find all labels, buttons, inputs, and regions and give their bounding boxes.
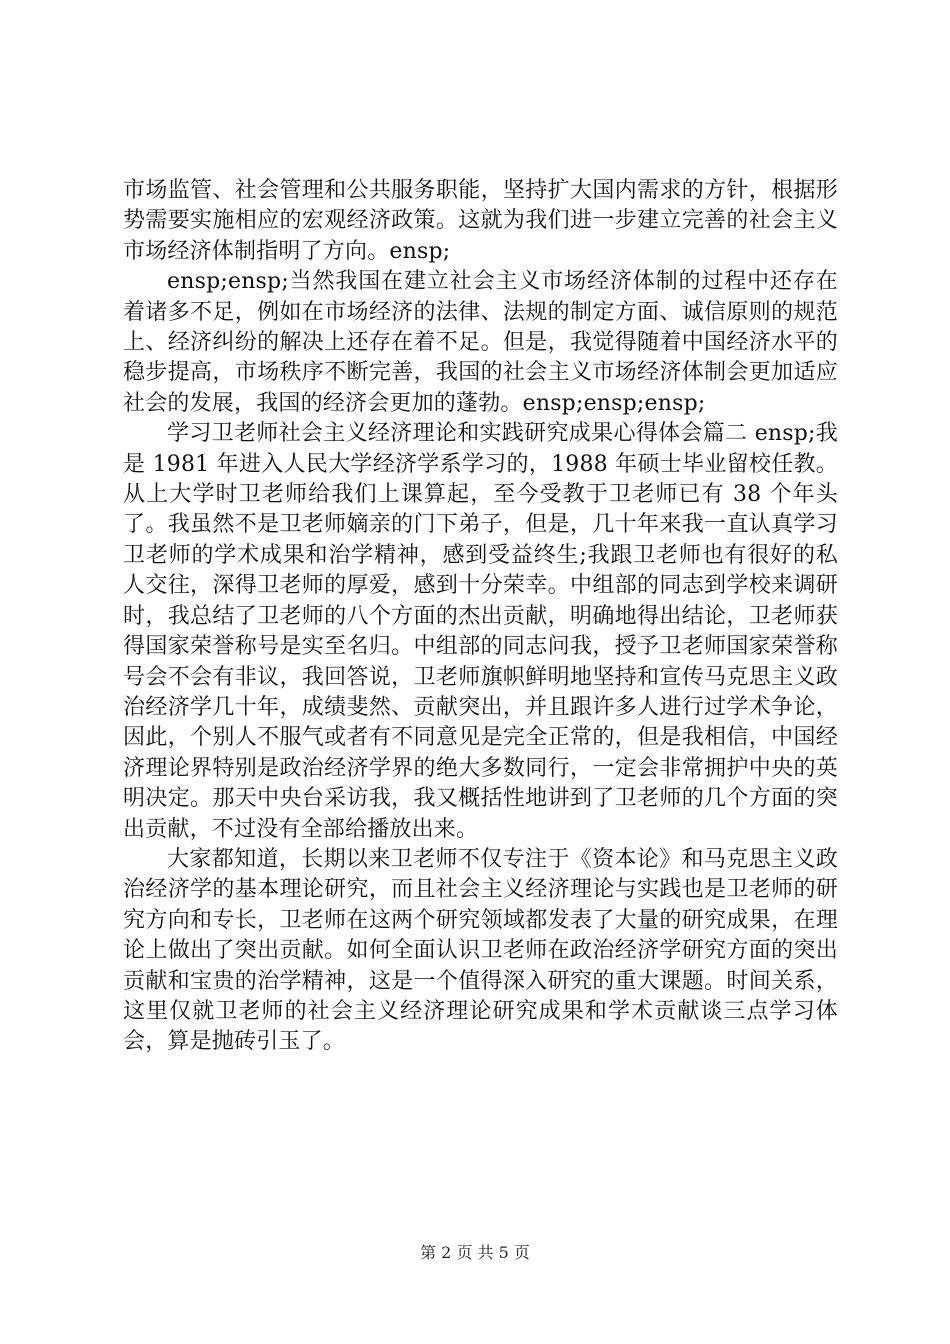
document-body xyxy=(123,176,838,1058)
paragraph-2: ensp;ensp;当然我国在建立社会主义市场经济体制的过程中还存在着诸多不足，例如在市场经济的法律、法规的制定方面、诚信原则的规范上、经济纠纷的解决上还存在着不足。但是，我觉得随着中国经济水平的稳步提高，市场秩序不断完善，我国的社会主义市场经济体制会更加适应社会的发展，我国的经济会更加的蓬勃。ensp;ensp;ensp; xyxy=(123,269,838,416)
paragraph-1: 市场监管、社会管理和公共服务职能，坚持扩大国内需求的方针，根据形势需要实施相应的宏观经济政策。这就为我们进一步建立完善的社会主义市场经济体制指明了方向。ensp; xyxy=(123,178,838,264)
paragraph-4: 大家都知道，长期以来卫老师不仅专注于《资本论》和马克思主义政治经济学的基本理论研究，而且社会主义经济理论与实践也是卫老师的研究方向和专长，卫老师在这两个研究领域都发表了大量的研究成果，在理论上做出了突出贡献。如何全面认识卫老师在政治经济学研究方面的突出贡献和宝贵的治学精神，这是一个值得深入研究的重大课题。时间关系，这里仅就卫老师的社会主义经济理论研究成果和学术贡献谈三点学习体会，算是抛砖引玉了。 xyxy=(123,846,838,1055)
paragraph-3: 学习卫老师社会主义经济理论和实践研究成果心得体会篇二 ensp;我是 1981 年进入人民大学经济学系学习的，1988 年硕士毕业留校任教。从上大学时卫老师给我们上课算起，至今受教于卫老师已有 38 个年头了。我虽然不是卫老师嫡亲的门下弟子，但是，几十年来我一直认真学习卫老师的学术成果和治学精神，感到受益终生;我跟卫老师也有很好的私人交往，深得卫老师的厚爱，感到十分荣幸。中组部的同志到学校来调研时，我总结了卫老师的八个方面的杰出贡献，明确地得出结论，卫老师获得国家荣誉称号是实至名归。中组部的同志问我，授予卫老师国家荣誉称号会不会有非议，我回答说，卫老师旗帜鲜明地坚持和宣传马克思主义政治经济学几十年，成绩斐然、贡献突出，并且跟许多人进行过学术争论，因此，个别人不服气或者有不同意见是完全正常的，但是我相信，中国经济理论界特别是政治经济学界的绝大多数同行，一定会非常拥护中央的英明决定。那天中央台采访我，我又概括性地讲到了卫老师的几个方面的突出贡献，不过没有全部给播放出来。 xyxy=(123,421,838,842)
page-footer: 第 2 页 共 5 页 xyxy=(420,1243,530,1262)
